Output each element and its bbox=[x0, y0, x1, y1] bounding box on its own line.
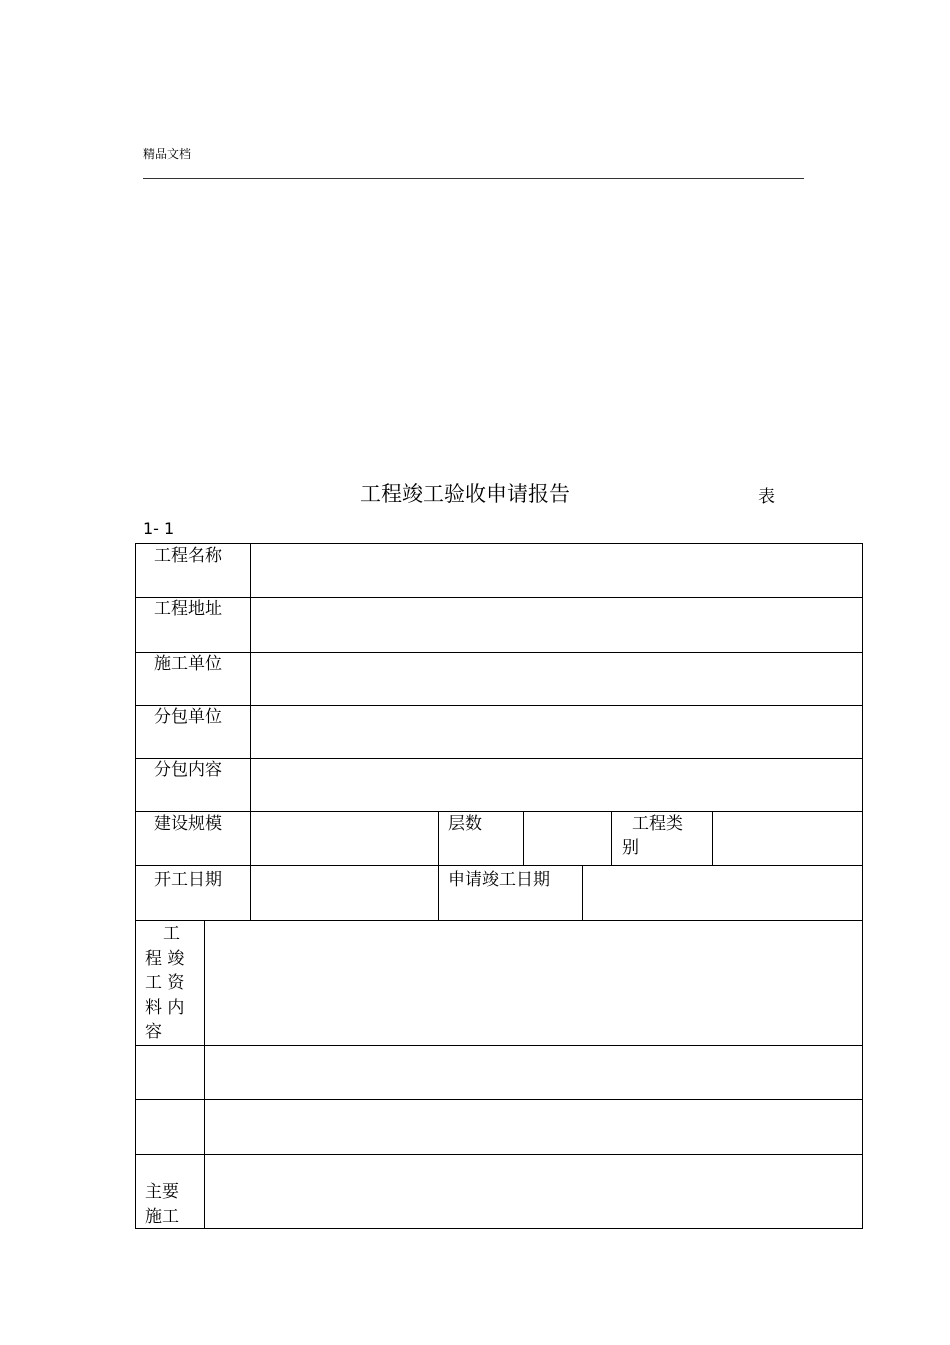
main-construction-line: 主要 bbox=[145, 1182, 179, 1202]
column-divider bbox=[438, 811, 439, 920]
blank-label-cell bbox=[136, 1100, 204, 1154]
table-number: 1- 1 bbox=[143, 519, 175, 538]
contractor-label: 施工单位 bbox=[154, 654, 222, 674]
table-word: 表 bbox=[758, 487, 775, 507]
application-form bbox=[135, 543, 863, 1229]
apply-completion-date-label: 申请竣工日期 bbox=[448, 870, 550, 890]
project-category-label bbox=[622, 812, 683, 860]
construction-scale-label: 建设规模 bbox=[154, 814, 222, 834]
project-category-field[interactable] bbox=[713, 812, 862, 865]
subcontract-content-label: 分包内容 bbox=[154, 760, 222, 780]
subcontractor-field[interactable] bbox=[251, 706, 862, 758]
completion-documents-line: 料 内 bbox=[145, 997, 185, 1018]
blank-field[interactable] bbox=[205, 1046, 862, 1099]
completion-documents-line: 工 资 bbox=[145, 973, 185, 993]
subcontractor-label: 分包单位 bbox=[154, 707, 222, 727]
completion-documents-label bbox=[145, 922, 203, 1045]
completion-documents-line: 容 bbox=[145, 1022, 162, 1042]
start-date-field[interactable] bbox=[251, 866, 438, 920]
completion-documents-line: 工 bbox=[163, 924, 180, 944]
project-category-label-line1: 工程类 bbox=[632, 814, 683, 834]
column-divider bbox=[611, 811, 612, 866]
start-date-label: 开工日期 bbox=[154, 870, 222, 890]
construction-scale-field[interactable] bbox=[251, 812, 438, 865]
header-label: 精品文档 bbox=[143, 147, 192, 161]
project-name-field[interactable] bbox=[251, 544, 862, 597]
blank-label-cell bbox=[136, 1046, 204, 1099]
main-construction-field[interactable] bbox=[205, 1155, 862, 1228]
contractor-field[interactable] bbox=[251, 653, 862, 705]
floors-label: 层数 bbox=[448, 814, 482, 834]
blank-field[interactable] bbox=[205, 1100, 862, 1154]
project-category-label-line2: 别 bbox=[622, 838, 639, 858]
completion-documents-line: 程 竣 bbox=[145, 948, 185, 969]
main-construction-label bbox=[145, 1180, 179, 1229]
project-name-label: 工程名称 bbox=[154, 546, 222, 566]
project-address-field[interactable] bbox=[251, 598, 862, 652]
project-address-label: 工程地址 bbox=[154, 599, 222, 619]
apply-completion-date-field[interactable] bbox=[583, 866, 862, 920]
floors-field[interactable] bbox=[524, 812, 611, 865]
subcontract-content-field[interactable] bbox=[251, 759, 862, 811]
main-construction-line: 施工 bbox=[145, 1206, 179, 1227]
document-title: 工程竣工验收申请报告 bbox=[360, 482, 570, 506]
header-divider bbox=[143, 178, 804, 179]
completion-documents-field[interactable] bbox=[205, 921, 862, 1045]
